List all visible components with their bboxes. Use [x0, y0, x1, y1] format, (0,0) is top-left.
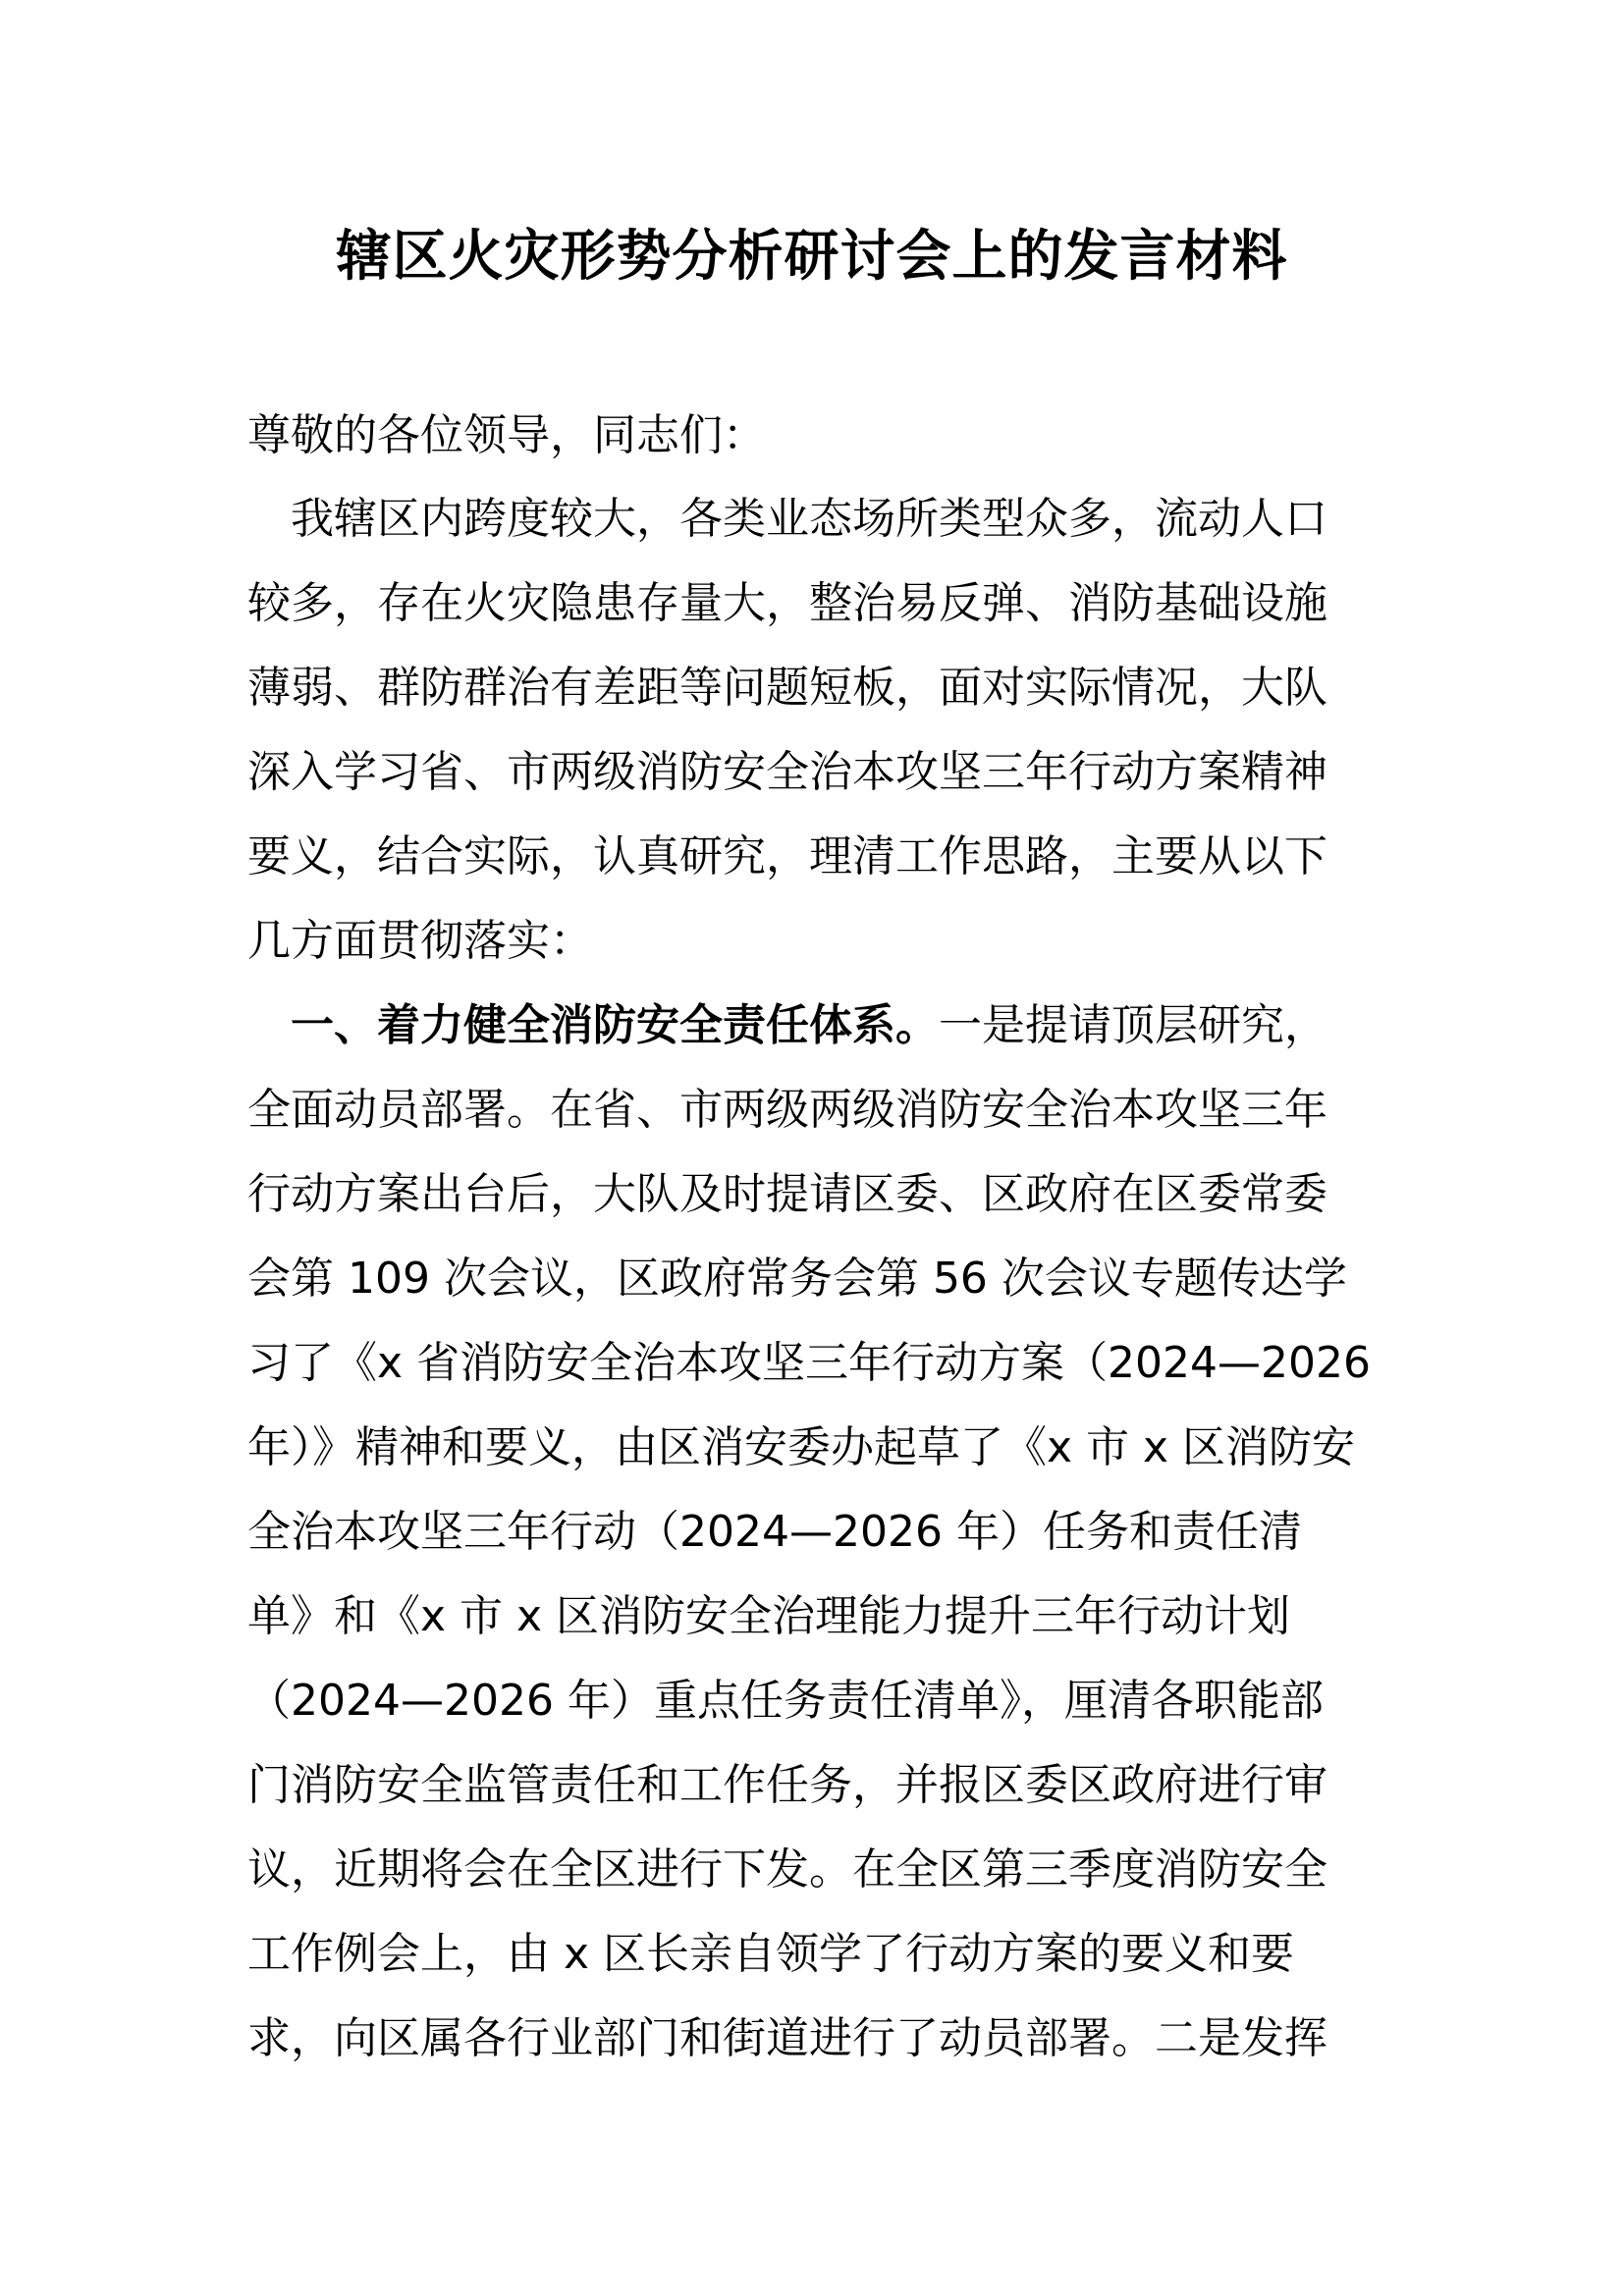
document-title: 辖区火灾形势分析研讨会上的发言材料: [336, 225, 1288, 289]
paragraph-line: 全治本攻坚三年行动（2024—2026 年）任务和责任清: [247, 1507, 1302, 1557]
paragraph-line: 较多，存在火灾隐患存量大，整治易反弹、消防基础设施: [247, 578, 1327, 628]
paragraph-line: 行动方案出台后，大队及时提请区委、区政府在区委常委: [247, 1169, 1327, 1219]
paragraph-line: 薄弱、群防群治有差距等问题短板，面对实际情况，大队: [247, 663, 1327, 713]
paragraph-line: 求，向区属各行业部门和街道进行了动员部署。二是发挥: [247, 2013, 1327, 2063]
paragraph-line: 议，近期将会在全区进行下发。在全区第三季度消防安全: [247, 1844, 1327, 1895]
salutation: 尊敬的各位领导，同志们：: [247, 410, 766, 460]
paragraph-line: 年）》精神和要义，由区消安委办起草了《x 市 x 区消防安: [247, 1422, 1356, 1472]
paragraph-line: 全面动员部署。在省、市两级两级消防安全治本攻坚三年: [247, 1085, 1327, 1135]
section-heading: 一、着力健全消防安全责任体系。: [247, 1000, 939, 1050]
section-heading-line: [247, 994, 1327, 1057]
paragraph-line: 单》和《x 市 x 区消防安全治理能力提升三年行动计划: [247, 1591, 1291, 1641]
paragraph-line: 习了《x 省消防安全治本攻坚三年行动方案（2024—2026: [247, 1338, 1371, 1388]
paragraph-line: 我辖区内跨度较大，各类业态场所类型众多，流动人口: [247, 494, 1327, 544]
paragraph-line: 会第 109 次会议，区政府常务会第 56 次会议专题传达学: [247, 1254, 1347, 1304]
paragraph-line: 门消防安全监管责任和工作任务，并报区委区政府进行审: [247, 1760, 1327, 1810]
paragraph-line: 要义，结合实际，认真研究，理清工作思路，主要从以下: [247, 831, 1327, 881]
paragraph-line: 几方面贯彻落实：: [247, 916, 593, 966]
section-heading-continuation: 一是提请顶层研究，: [939, 1000, 1327, 1050]
paragraph-line: 深入学习省、市两级消防安全治本攻坚三年行动方案精神: [247, 747, 1327, 797]
paragraph-line: 工作例会上，由 x 区长亲自领学了行动方案的要义和要: [247, 1929, 1295, 1979]
paragraph-line: （2024—2026 年）重点任务责任清单》，厘清各职能部: [247, 1676, 1324, 1726]
